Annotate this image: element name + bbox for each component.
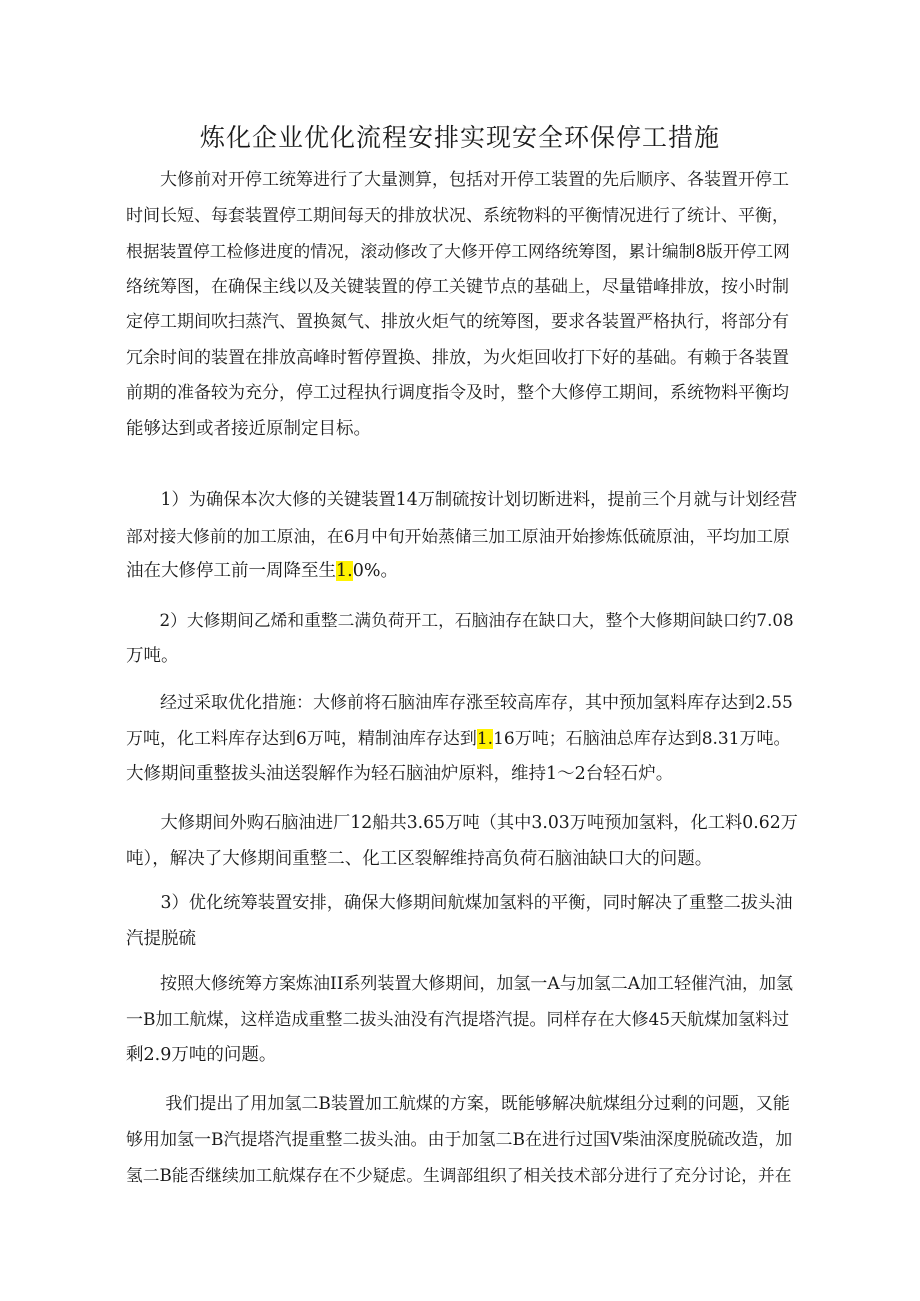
paragraph-plan [126, 967, 798, 1074]
text-line: 大修期间重整拔头油送裂解作为轻石脑油炉原料，维持1～2台轻石炉。 [126, 764, 674, 784]
text-segment: 油在大修停工前一周降至生 [126, 561, 336, 581]
text-line: 按照大修统筹方案炼油II系列装置大修期间，加氢一A与加氢二A加工轻催汽油，加氢 [126, 974, 793, 994]
text-line: 我们提出了用加氢二B装置加工航煤的方案，既能够解决航煤组分过剩的问题，又能 [126, 1094, 790, 1114]
text-line: 根据装置停工检修进度的情况，滚动修改了大修开停工网络统筹图，累计编制8版开停工网 [126, 241, 790, 261]
text-segment: 0%。 [352, 561, 398, 581]
text-line: 万吨。 [126, 645, 179, 666]
text-line [126, 554, 798, 590]
text-line: 大修期间外购石脑油进厂12船共3.65万吨（其中3.03万吨预加氢料，化工料0.62万 [126, 813, 798, 833]
paragraph-item-3 [126, 886, 798, 957]
document-title: 炼化企业优化流程安排实现安全环保停工措施 [199, 123, 720, 152]
text-line: 一B加工航煤，这样造成重整二拔头油没有汽提塔汽提。同样存在大修45天航煤加氢料过 [126, 1009, 790, 1030]
text-line: 吨），解决了大修期间重整二、化工区裂解维持高负荷石脑油缺口大的问题。 [126, 848, 713, 869]
text-segment: 万吨，化工料库存达到6万吨，精制油库存达到 [126, 728, 477, 749]
text-line: 剩2.9万吨的问题。 [126, 1045, 277, 1065]
text-line: 冗余时间的装置在排放高峰时暂停置换、排放，为火炬回收打下好的基础。有赖于各装置 [126, 347, 789, 368]
paragraph-item-2 [126, 603, 798, 674]
text-segment: 16万吨；石脑油总库存达到8.31万吨。 [493, 728, 791, 749]
text-line: 前期的准备较为充分，停工过程执行调度指令及时，整个大修停工期间，系统物料平衡均 [126, 383, 789, 403]
text-line: 部对接大修前的加工原油，在6月中旬开始蒸储三加工原油开始掺炼低硫原油，平均加工原 [126, 525, 790, 546]
text-line: 能够达到或者接近原制定目标。 [126, 418, 371, 439]
text-line: 氢二B能否继续加工航煤存在不少疑虑。生调部组织了相关技术部分进行了充分讨论，并在 [126, 1165, 792, 1185]
text-line: 定停工期间吹扫蒸汽、置换氮气、排放火炬气的统筹图，要求各装置严格执行，将部分有 [126, 312, 789, 332]
paragraph-measures [126, 686, 798, 793]
text-line: 2）大修期间乙烯和重整二满负荷开工，石脑油存在缺口大，整个大修期间缺口约7.08 [126, 610, 794, 630]
highlighted-text: 1. [476, 728, 494, 749]
text-line: 经过采取优化措施：大修前将石脑油库存涨至较高库存，其中预加氢料库存达到2.55 [126, 693, 793, 713]
text-line: 汽提脱硫 [126, 928, 196, 949]
text-line: 够用加氢一B汽提塔汽提重整二拔头油。由于加氢二B在进行过国V柴油深度脱硫改造，加 [126, 1129, 793, 1150]
text-line: 时间长短、每套装置停工期间每天的排放状况、系统物料的平衡情况进行了统计、平衡， [126, 205, 789, 226]
text-line: 大修前对开停工统筹进行了大量测算，包括对开停工装置的先后顺序、各装置开停工 [126, 170, 789, 190]
paragraph-item-1 [126, 483, 798, 590]
text-line [126, 722, 798, 758]
paragraph-intro [126, 163, 798, 447]
text-line: 1）为确保本次大修的关键装置14万制硫按计划切断进料，提前三个月就与计划经营 [126, 490, 798, 510]
text-line: 络统筹图，在确保主线以及关键装置的停工关键节点的基础上，尽量错峰排放，按小时制 [126, 276, 789, 297]
text-line: 3）优化统筹装置安排，确保大修期间航煤加氢料的平衡，同时解决了重整二拔头油 [126, 893, 793, 913]
highlighted-text: 1. [336, 561, 353, 581]
paragraph-proposal [126, 1087, 798, 1194]
paragraph-purchase [126, 806, 798, 877]
